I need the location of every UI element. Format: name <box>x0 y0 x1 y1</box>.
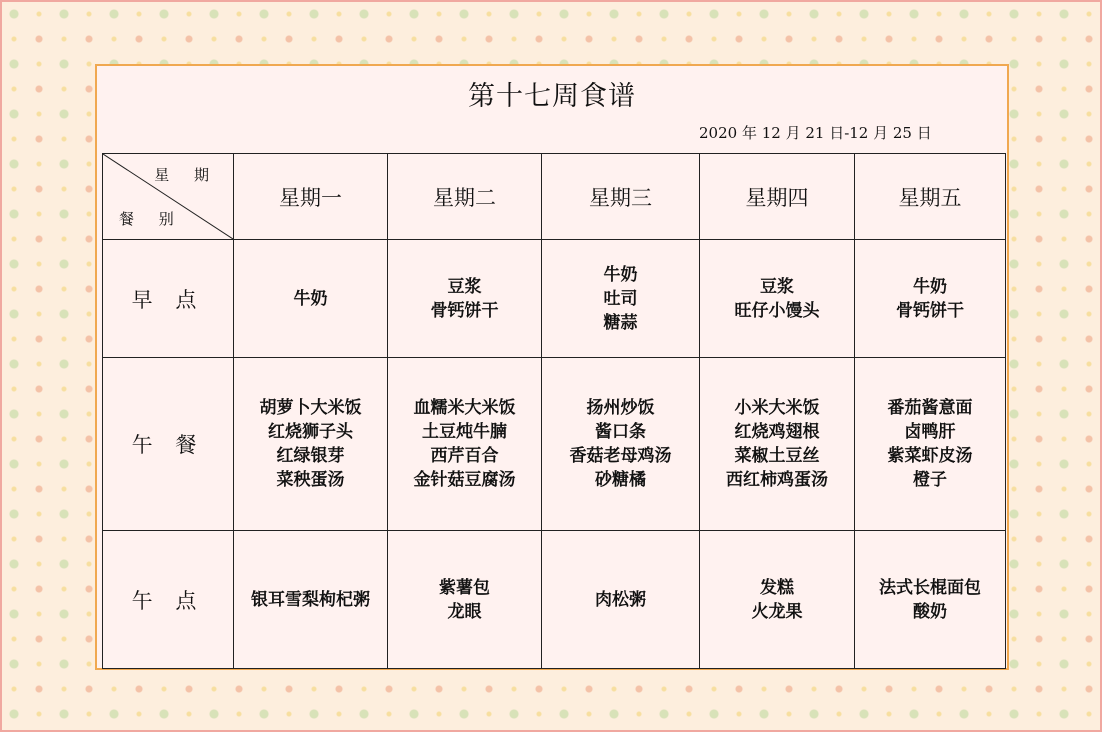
dish-item: 土豆炖牛腩 <box>422 422 507 442</box>
dish-item: 龙眼 <box>447 601 482 622</box>
header-row <box>103 154 1006 240</box>
dish-item: 豆浆 <box>447 276 482 297</box>
dish-item: 紫薯包 <box>439 577 490 598</box>
dish-item: 牛奶 <box>293 288 328 309</box>
dish-cell <box>855 358 1006 531</box>
dish-cell <box>700 531 855 669</box>
dish-item: 红绿银芽 <box>276 446 345 466</box>
meal-row-afternoon-snack <box>103 531 1006 669</box>
dish-cell <box>234 240 388 358</box>
menu-table <box>102 153 1006 669</box>
day-header: 星期一 <box>234 154 388 240</box>
dish-item: 酸奶 <box>913 601 947 622</box>
dish-cell <box>388 531 542 669</box>
dish-cell <box>234 531 388 669</box>
dish-item: 法式长棍面包 <box>879 577 981 598</box>
day-header: 星期二 <box>388 154 542 240</box>
menu-sheet <box>95 64 1009 670</box>
meal-name: 午 点 <box>103 531 234 669</box>
corner-label-meal: 餐 别 <box>119 210 184 228</box>
dish-cell <box>700 240 855 358</box>
dish-cell <box>388 240 542 358</box>
corner-label-day: 星 期 <box>154 166 219 184</box>
dish-item: 牛奶 <box>603 264 638 285</box>
dish-item: 红烧鸡翅根 <box>734 422 820 442</box>
dish-cell <box>542 240 700 358</box>
meal-row-breakfast <box>103 240 1006 358</box>
dish-cell <box>855 531 1006 669</box>
meal-name: 午 餐 <box>103 358 234 531</box>
dish-item: 发糕 <box>760 577 794 598</box>
dish-item: 骨钙饼干 <box>896 300 964 321</box>
dish-item: 卤鸭肝 <box>904 422 956 442</box>
day-header: 星期三 <box>542 154 700 240</box>
dish-item: 砂糖橘 <box>595 470 646 490</box>
dish-item: 菜秧蛋汤 <box>276 470 345 490</box>
dish-item: 金针菇豆腐汤 <box>413 470 516 490</box>
meal-name: 早 点 <box>103 240 234 358</box>
dish-item: 骨钙饼干 <box>430 300 499 321</box>
page-title: 第十七周食谱 <box>468 81 636 112</box>
meal-row-lunch <box>103 358 1006 531</box>
dish-item: 西芹百合 <box>430 446 499 466</box>
dish-item: 小米大米饭 <box>734 398 820 418</box>
dish-item: 豆浆 <box>760 276 794 297</box>
day-header: 星期五 <box>855 154 1006 240</box>
dish-item: 紫菜虾皮汤 <box>887 446 973 466</box>
dish-item: 血糯米大米饭 <box>413 398 516 418</box>
date-range: 2020 年 12 月 21 日-12 月 25 日 <box>699 124 932 142</box>
dish-cell <box>234 358 388 531</box>
dish-item: 银耳雪梨枸杞粥 <box>251 589 370 610</box>
dish-item: 扬州炒饭 <box>586 398 655 418</box>
dish-item: 火龙果 <box>751 601 803 622</box>
dish-item: 肉松粥 <box>595 589 646 610</box>
dish-item: 胡萝卜大米饭 <box>259 398 362 418</box>
dish-item: 番茄酱意面 <box>887 398 973 418</box>
dish-cell <box>855 240 1006 358</box>
dish-item: 西红柿鸡蛋汤 <box>726 470 828 490</box>
dish-item: 牛奶 <box>913 276 947 297</box>
day-header: 星期四 <box>700 154 855 240</box>
dish-item: 旺仔小馒头 <box>734 300 820 321</box>
dish-item: 糖蒜 <box>603 312 638 333</box>
dish-cell <box>700 358 855 531</box>
dish-item: 橙子 <box>913 470 947 490</box>
dish-item: 香菇老母鸡汤 <box>569 446 672 466</box>
corner-header <box>103 154 234 240</box>
dish-item: 吐司 <box>603 288 638 309</box>
dish-item: 菜椒土豆丝 <box>734 446 820 466</box>
dish-cell <box>542 358 700 531</box>
dish-item: 红烧狮子头 <box>268 422 353 442</box>
dish-item: 酱口条 <box>595 422 646 442</box>
dish-cell <box>542 531 700 669</box>
dish-cell <box>388 358 542 531</box>
